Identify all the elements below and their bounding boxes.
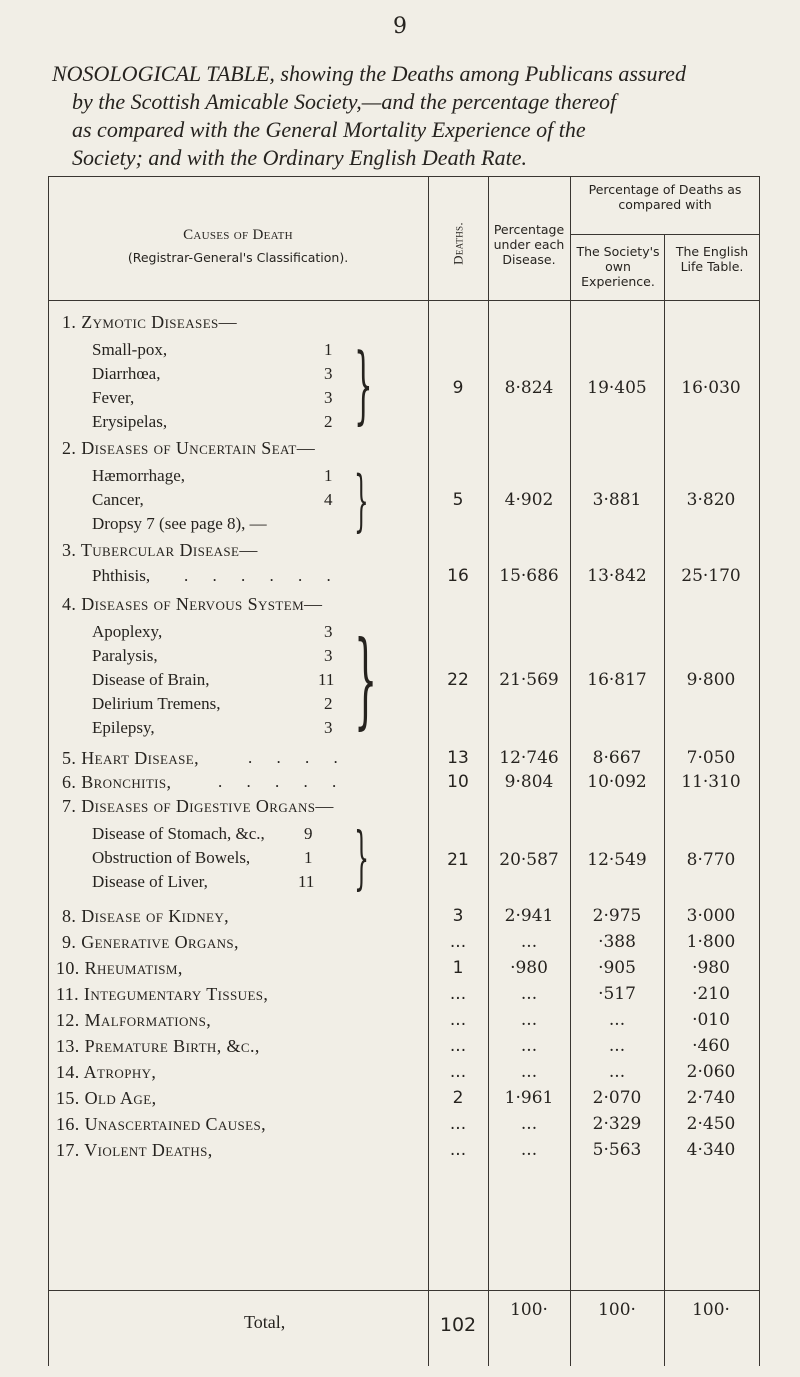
rule-right bbox=[759, 176, 760, 1366]
item-count: 11 bbox=[318, 670, 335, 689]
header-deaths: Deaths. bbox=[450, 222, 466, 265]
english-value: 3·000 bbox=[686, 906, 736, 926]
nosological-table bbox=[48, 176, 760, 1366]
pct-value: ... bbox=[520, 1062, 538, 1082]
deaths-value: 2 bbox=[452, 1088, 464, 1108]
rule-total bbox=[48, 1290, 760, 1291]
group-11-label: 11. Integumentary Tissues, bbox=[56, 984, 269, 1004]
group-4-label: 4. Diseases of Nervous System— bbox=[62, 594, 323, 614]
society-value: 3·881 bbox=[592, 490, 642, 510]
society-value: 12·549 bbox=[587, 850, 647, 870]
item-label: Apoplexy, bbox=[92, 622, 163, 641]
group-8-label: 8. Disease of Kidney, bbox=[62, 906, 230, 926]
english-value: 2·450 bbox=[686, 1114, 736, 1134]
pct-value: 15·686 bbox=[499, 566, 559, 586]
society-value: ... bbox=[608, 1010, 626, 1030]
group-7-label: 7. Diseases of Digestive Organs— bbox=[62, 796, 334, 816]
group-17-label: 17. Violent Deaths, bbox=[56, 1140, 213, 1160]
society-value: ·388 bbox=[598, 932, 636, 952]
society-value: ·905 bbox=[598, 958, 636, 978]
item-count: 4 bbox=[324, 490, 333, 509]
english-value: 16·030 bbox=[681, 378, 741, 398]
pct-value: ... bbox=[520, 1114, 538, 1134]
society-value: 16·817 bbox=[587, 670, 647, 690]
total-pct: 100· bbox=[510, 1300, 548, 1320]
deaths-value: 16 bbox=[447, 566, 469, 586]
rule-c1 bbox=[428, 176, 429, 1366]
item-label: Cancer, bbox=[92, 490, 144, 509]
pct-value: ·980 bbox=[510, 958, 548, 978]
item-count: 11 bbox=[298, 872, 315, 891]
item-count: 1 bbox=[304, 848, 313, 867]
deaths-value: ... bbox=[449, 984, 467, 1004]
deaths-value: 1 bbox=[452, 958, 464, 978]
title-line-2: by the Scottish Amicable Society,—and the percentage thereof bbox=[72, 89, 617, 114]
group-3-label: 3. Tubercular Disease— bbox=[62, 540, 258, 560]
rule-left bbox=[48, 176, 49, 1366]
item-label: Delirium Tremens, bbox=[92, 694, 221, 713]
group-15-label: 15. Old Age, bbox=[56, 1088, 157, 1108]
pct-value: 8·824 bbox=[504, 378, 554, 398]
item-count: 3 bbox=[324, 388, 333, 407]
deaths-value: 10 bbox=[447, 772, 469, 792]
society-value: 13·842 bbox=[587, 566, 647, 586]
header-causes: Causes of Death bbox=[183, 227, 293, 243]
item-label: Paralysis, bbox=[92, 646, 158, 665]
deaths-value: ... bbox=[449, 1114, 467, 1134]
english-value: 4·340 bbox=[686, 1140, 736, 1160]
rule-c2 bbox=[488, 176, 489, 1366]
item-label: Epilepsy, bbox=[92, 718, 155, 737]
group-6-label: 6. Bronchitis, bbox=[62, 772, 172, 792]
english-value: 9·800 bbox=[686, 670, 736, 690]
item-label: Hæmorrhage, bbox=[92, 466, 186, 485]
english-value: ·210 bbox=[692, 984, 730, 1004]
header-pct-under: Percentage under each Disease. bbox=[493, 222, 565, 267]
deaths-value: ... bbox=[449, 1010, 467, 1030]
item-count: 2 bbox=[324, 412, 333, 431]
pct-value: ... bbox=[520, 932, 538, 952]
rule-header bbox=[48, 300, 760, 301]
society-value: 10·092 bbox=[587, 772, 647, 792]
header-causes-sub: (Registrar-General's Classification). bbox=[127, 250, 349, 265]
group-9-label: 9. Generative Organs, bbox=[62, 932, 239, 952]
rule-c3 bbox=[570, 176, 571, 1366]
pct-value: ... bbox=[520, 1140, 538, 1160]
pct-value: ... bbox=[520, 1036, 538, 1056]
item-label: Disease of Liver, bbox=[92, 872, 208, 891]
total-label: Total, bbox=[244, 1312, 286, 1332]
english-value: ·460 bbox=[692, 1036, 730, 1056]
total-deaths: 102 bbox=[439, 1314, 477, 1336]
english-value: 3·820 bbox=[686, 490, 736, 510]
leader-dots: . . . . . bbox=[218, 772, 347, 791]
society-value: 19·405 bbox=[587, 378, 647, 398]
item-label: Disease of Brain, bbox=[92, 670, 210, 689]
title-line-3: as compared with the General Mortality Experience of the bbox=[72, 117, 586, 142]
group-10-label: 10. Rheumatism, bbox=[56, 958, 183, 978]
item-count: 9 bbox=[304, 824, 313, 843]
pct-value: 20·587 bbox=[499, 850, 559, 870]
deaths-value: 13 bbox=[447, 748, 469, 768]
english-value: 11·310 bbox=[681, 772, 741, 792]
leader-dots: . . . . . . bbox=[184, 566, 341, 585]
society-value: 2·070 bbox=[592, 1088, 642, 1108]
deaths-value: ... bbox=[449, 1036, 467, 1056]
page-number: 9 bbox=[393, 14, 407, 39]
pct-value: 21·569 bbox=[499, 670, 559, 690]
english-value: 8·770 bbox=[686, 850, 736, 870]
item-count: 3 bbox=[324, 646, 333, 665]
item-count: 1 bbox=[324, 340, 333, 359]
deaths-value: 5 bbox=[452, 490, 464, 510]
item-label: Disease of Stomach, &c., bbox=[92, 824, 265, 843]
header-pct-compared: Percentage of Deaths as compared with bbox=[588, 182, 742, 212]
group-2-label: 2. Diseases of Uncertain Seat— bbox=[62, 438, 316, 458]
item-count: 3 bbox=[324, 364, 333, 383]
title-line-1: NOSOLOGICAL TABLE, showing the Deaths among Publicans assured bbox=[52, 61, 686, 86]
item-label: Diarrhœa, bbox=[92, 364, 161, 383]
pct-value: 1·961 bbox=[504, 1088, 554, 1108]
pct-value: 12·746 bbox=[499, 748, 559, 768]
deaths-value: 3 bbox=[452, 906, 464, 926]
brace-icon: } bbox=[354, 618, 378, 740]
leader-dots: . . . . bbox=[248, 748, 348, 767]
total-english: 100· bbox=[692, 1300, 730, 1320]
header-english: The English Life Table. bbox=[675, 244, 749, 274]
title-line-4: Society; and with the Ordinary English Death Rate. bbox=[72, 145, 527, 170]
item-label: Dropsy 7 (see page 8), — bbox=[92, 514, 267, 533]
brace-icon: } bbox=[354, 462, 369, 539]
english-value: 2·740 bbox=[686, 1088, 736, 1108]
english-value: ·980 bbox=[692, 958, 730, 978]
deaths-value: ... bbox=[449, 932, 467, 952]
item-count: 3 bbox=[324, 718, 333, 737]
rule-c4 bbox=[664, 234, 665, 1366]
english-value: 2·060 bbox=[686, 1062, 736, 1082]
deaths-value: ... bbox=[449, 1140, 467, 1160]
english-value: 1·800 bbox=[686, 932, 736, 952]
society-value: 2·975 bbox=[592, 906, 642, 926]
society-value: 2·329 bbox=[592, 1114, 642, 1134]
pct-value: ... bbox=[520, 984, 538, 1004]
group-14-label: 14. Atrophy, bbox=[56, 1062, 157, 1082]
rule-subheader bbox=[570, 234, 760, 235]
brace-icon: } bbox=[354, 335, 373, 433]
society-value: 8·667 bbox=[592, 748, 642, 768]
brace-icon: } bbox=[354, 819, 370, 898]
deaths-value: 9 bbox=[452, 378, 464, 398]
deaths-value: ... bbox=[449, 1062, 467, 1082]
item-label: Phthisis, bbox=[92, 566, 151, 585]
english-value: 7·050 bbox=[686, 748, 736, 768]
deaths-value: 22 bbox=[447, 670, 469, 690]
group-5-label: 5. Heart Disease, bbox=[62, 748, 200, 768]
group-1-label: 1. Zymotic Diseases— bbox=[62, 312, 238, 332]
item-label: Small-pox, bbox=[92, 340, 168, 359]
item-label: Erysipelas, bbox=[92, 412, 168, 431]
deaths-value: 21 bbox=[447, 850, 469, 870]
item-count: 2 bbox=[324, 694, 333, 713]
group-13-label: 13. Premature Birth, &c., bbox=[56, 1036, 260, 1056]
society-value: ·517 bbox=[598, 984, 636, 1004]
item-label: Fever, bbox=[92, 388, 135, 407]
group-12-label: 12. Malformations, bbox=[56, 1010, 212, 1030]
item-label: Obstruction of Bowels, bbox=[92, 848, 251, 867]
pct-value: 2·941 bbox=[504, 906, 554, 926]
english-value: ·010 bbox=[692, 1010, 730, 1030]
society-value: 5·563 bbox=[592, 1140, 642, 1160]
table-title bbox=[52, 60, 772, 172]
pct-value: 4·902 bbox=[504, 490, 554, 510]
item-count: 3 bbox=[324, 622, 333, 641]
rule-top bbox=[48, 176, 760, 177]
english-value: 25·170 bbox=[681, 566, 741, 586]
pct-value: ... bbox=[520, 1010, 538, 1030]
item-count: 1 bbox=[324, 466, 333, 485]
group-16-label: 16. Unascertained Causes, bbox=[56, 1114, 267, 1134]
society-value: ... bbox=[608, 1036, 626, 1056]
pct-value: 9·804 bbox=[504, 772, 554, 792]
header-society: The Society's own Experience. bbox=[576, 244, 660, 289]
society-value: ... bbox=[608, 1062, 626, 1082]
total-society: 100· bbox=[598, 1300, 636, 1320]
